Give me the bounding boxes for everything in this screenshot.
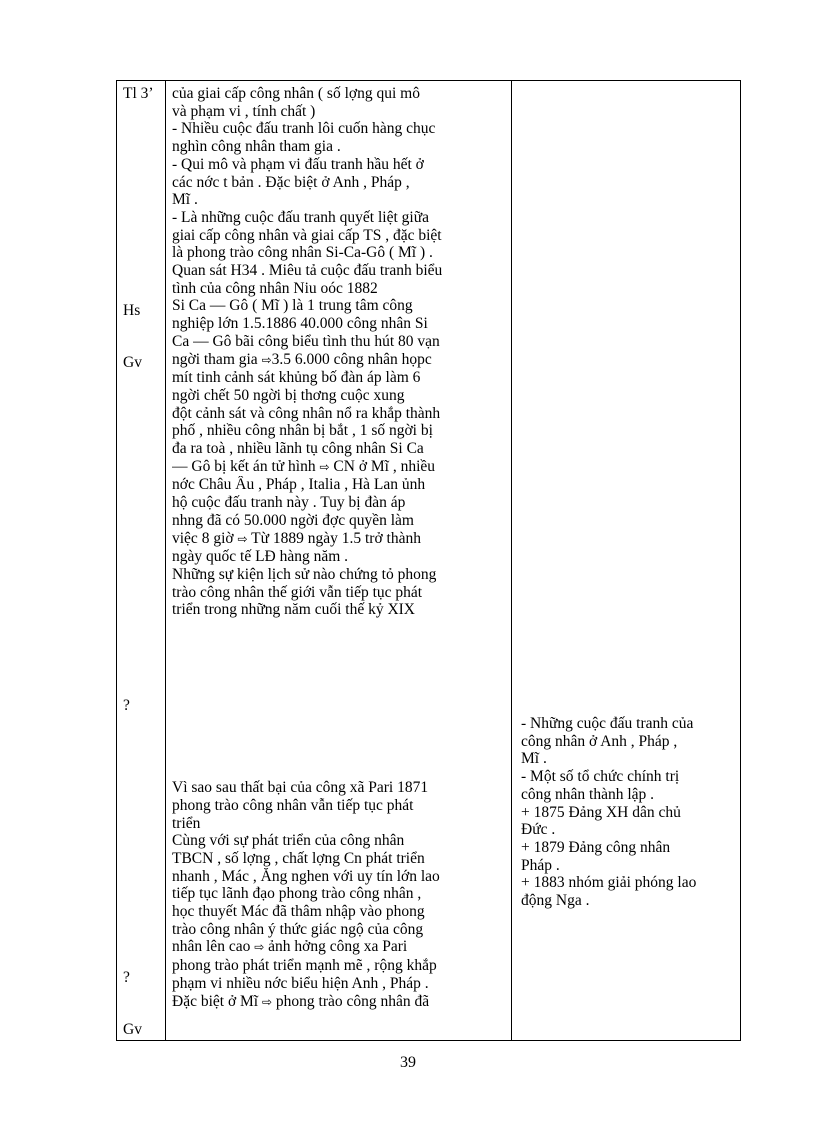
text-line: đột cảnh sát và công nhân nổ ra khắp thành bbox=[172, 404, 441, 422]
arrow-right-icon: ⇨ bbox=[237, 531, 248, 546]
spacer bbox=[172, 619, 508, 779]
text-line: giai cấp công nhân và giai cấp TS , đặc biệt bbox=[172, 226, 442, 244]
label-gv: Gv bbox=[123, 354, 142, 371]
text-line: nghìn công nhân tham gia . bbox=[172, 138, 341, 156]
content-block-1 bbox=[172, 85, 508, 351]
text-line bbox=[172, 993, 508, 1012]
text-span: phong trào công nhân đã bbox=[275, 992, 430, 1010]
label-gv-2: Gv bbox=[123, 1021, 142, 1038]
text-span: ảnh hởng công xa Pari bbox=[268, 938, 408, 956]
lesson-table bbox=[116, 80, 741, 1041]
text-line bbox=[172, 530, 508, 549]
text-line: ngời chết 50 ngời bị thơng cuộc xung bbox=[172, 386, 405, 404]
note-line: + 1883 nhóm giải phóng lao bbox=[521, 874, 697, 892]
text-span: ngời tham gia bbox=[172, 350, 258, 368]
text-span: 3.5 6.000 công nhân họpc bbox=[271, 350, 432, 368]
note-line: Mĩ . bbox=[521, 750, 547, 768]
note-line: Đức . bbox=[521, 821, 556, 839]
arrow-right-icon: ⇨ bbox=[254, 940, 265, 955]
text-line: của giai cấp công nhân ( số lợng qui mô bbox=[172, 85, 420, 102]
text-span: CN ở Mĩ , nhiều bbox=[333, 457, 436, 475]
text-span: việc 8 giờ bbox=[172, 529, 234, 547]
note-line: Pháp . bbox=[521, 856, 560, 874]
text-line: trào công nhân ý thức giác ngộ của công bbox=[172, 920, 424, 938]
text-line: phố , nhiều công nhân bị bắt , 1 số ngời bị bbox=[172, 422, 433, 440]
text-line: - Nhiều cuộc đấu tranh lôi cuốn hàng chục bbox=[172, 120, 436, 138]
note-line: công nhân ở Anh , Pháp , bbox=[521, 732, 678, 750]
note-line: - Một số tổ chức chính trị bbox=[521, 768, 680, 786]
note-line: động Nga . bbox=[521, 892, 590, 910]
text-line: học thuyết Mác đã thâm nhập vào phong bbox=[172, 903, 425, 921]
text-line: các nớc t bản . Đặc biệt ở Anh , Pháp , bbox=[172, 173, 410, 191]
text-line: hộ cuộc đấu tranh này . Tuy bị đàn áp bbox=[172, 494, 406, 512]
content-block-2 bbox=[172, 351, 508, 620]
text-line: và phạm vi , tính chất ) bbox=[172, 102, 316, 120]
label-question-1: ? bbox=[123, 697, 130, 714]
note-line: - Những cuộc đấu tranh của bbox=[521, 715, 694, 732]
content-block-3 bbox=[172, 779, 508, 1011]
text-line: phong trào công nhân vẫn tiếp tục phát bbox=[172, 796, 414, 814]
column-divider-2 bbox=[511, 81, 512, 1040]
text-line bbox=[172, 351, 508, 370]
text-line: Mĩ . bbox=[172, 191, 198, 209]
text-line: mít tinh cảnh sát khủng bố đàn áp làm 6 bbox=[172, 369, 421, 387]
text-line: - Qui mô và phạm vi đấu tranh hầu hết ở bbox=[172, 155, 424, 173]
text-line: ngày quốc tế LĐ hàng năm . bbox=[172, 548, 349, 566]
text-span: Từ 1889 ngày 1.5 trở thành bbox=[251, 529, 421, 547]
text-line: nghiệp lớn 1.5.1886 40.000 công nhân Si bbox=[172, 315, 428, 333]
notes-block bbox=[521, 715, 739, 910]
text-line: Những sự kiện lịch sử nào chứng tỏ phong bbox=[172, 565, 437, 583]
text-span: nhân lên cao bbox=[172, 938, 251, 956]
arrow-right-icon: ⇨ bbox=[261, 352, 272, 367]
note-line: công nhân thành lập . bbox=[521, 785, 655, 803]
note-line: + 1875 Đảng XH dân chủ bbox=[521, 803, 681, 821]
text-line: phạm vi nhiều nớc biểu hiện Anh , Pháp . bbox=[172, 974, 429, 992]
text-line bbox=[172, 938, 508, 957]
text-line: trào công nhân thế giới vẫn tiếp tục phát bbox=[172, 583, 423, 601]
text-line: nhanh , Mác , Ăng nghen với uy tín lớn lao bbox=[172, 867, 440, 885]
text-line: Si Ca — Gô ( Mĩ ) là 1 trung tâm công bbox=[172, 297, 413, 315]
text-line: Quan sát H34 . Miêu tả cuộc đấu tranh biểu bbox=[172, 262, 443, 280]
label-column bbox=[123, 81, 167, 1040]
text-span: — Gô bị kết án tử hình bbox=[172, 457, 316, 475]
label-hs: Hs bbox=[123, 302, 141, 319]
arrow-right-icon: ⇨ bbox=[261, 994, 273, 1009]
text-line: Cùng với sự phát triển của công nhân bbox=[172, 832, 405, 850]
text-line: là phong trào công nhân Si-Ca-Gô ( Mĩ ) . bbox=[172, 244, 433, 262]
text-line: nhng đã có 50.000 ngời đợc quyền làm bbox=[172, 511, 414, 529]
content-column bbox=[172, 85, 508, 1011]
text-line: tiếp tục lãnh đạo phong trào công nhân , bbox=[172, 885, 422, 903]
notes-column bbox=[517, 81, 739, 1040]
text-line: tình của công nhân Niu oóc 1882 bbox=[172, 279, 378, 297]
text-line: Vì sao sau thất bại của công xã Pari 1871 bbox=[172, 779, 429, 797]
text-line: TBCN , số lợng , chất lợng Cn phát triển bbox=[172, 849, 425, 867]
text-line: - Là những cuộc đấu tranh quyết liệt giữa bbox=[172, 208, 429, 226]
text-line bbox=[172, 458, 508, 477]
note-line: + 1879 Đảng công nhân bbox=[521, 838, 671, 856]
text-line: đa ra toà , nhiều lãnh tụ công nhân Si Ca bbox=[172, 440, 424, 458]
arrow-right-icon: ⇨ bbox=[319, 459, 330, 474]
text-line: Ca — Gô bãi công biểu tình thu hút 80 vạn bbox=[172, 332, 440, 350]
text-line: triển trong những năm cuối thế kỷ XIX bbox=[172, 601, 416, 619]
text-span: Đặc biệt ở Mĩ bbox=[172, 992, 259, 1010]
text-line: nớc Châu Âu , Pháp , Italia , Hà Lan ủnh bbox=[172, 476, 426, 494]
label-time: Tl 3’ bbox=[123, 85, 154, 102]
page-number: 39 bbox=[400, 1054, 416, 1071]
text-line: phong trào phát triển mạnh mẽ , rộng khắp bbox=[172, 957, 437, 975]
label-question-2: ? bbox=[123, 969, 130, 986]
text-line: triển bbox=[172, 814, 201, 832]
